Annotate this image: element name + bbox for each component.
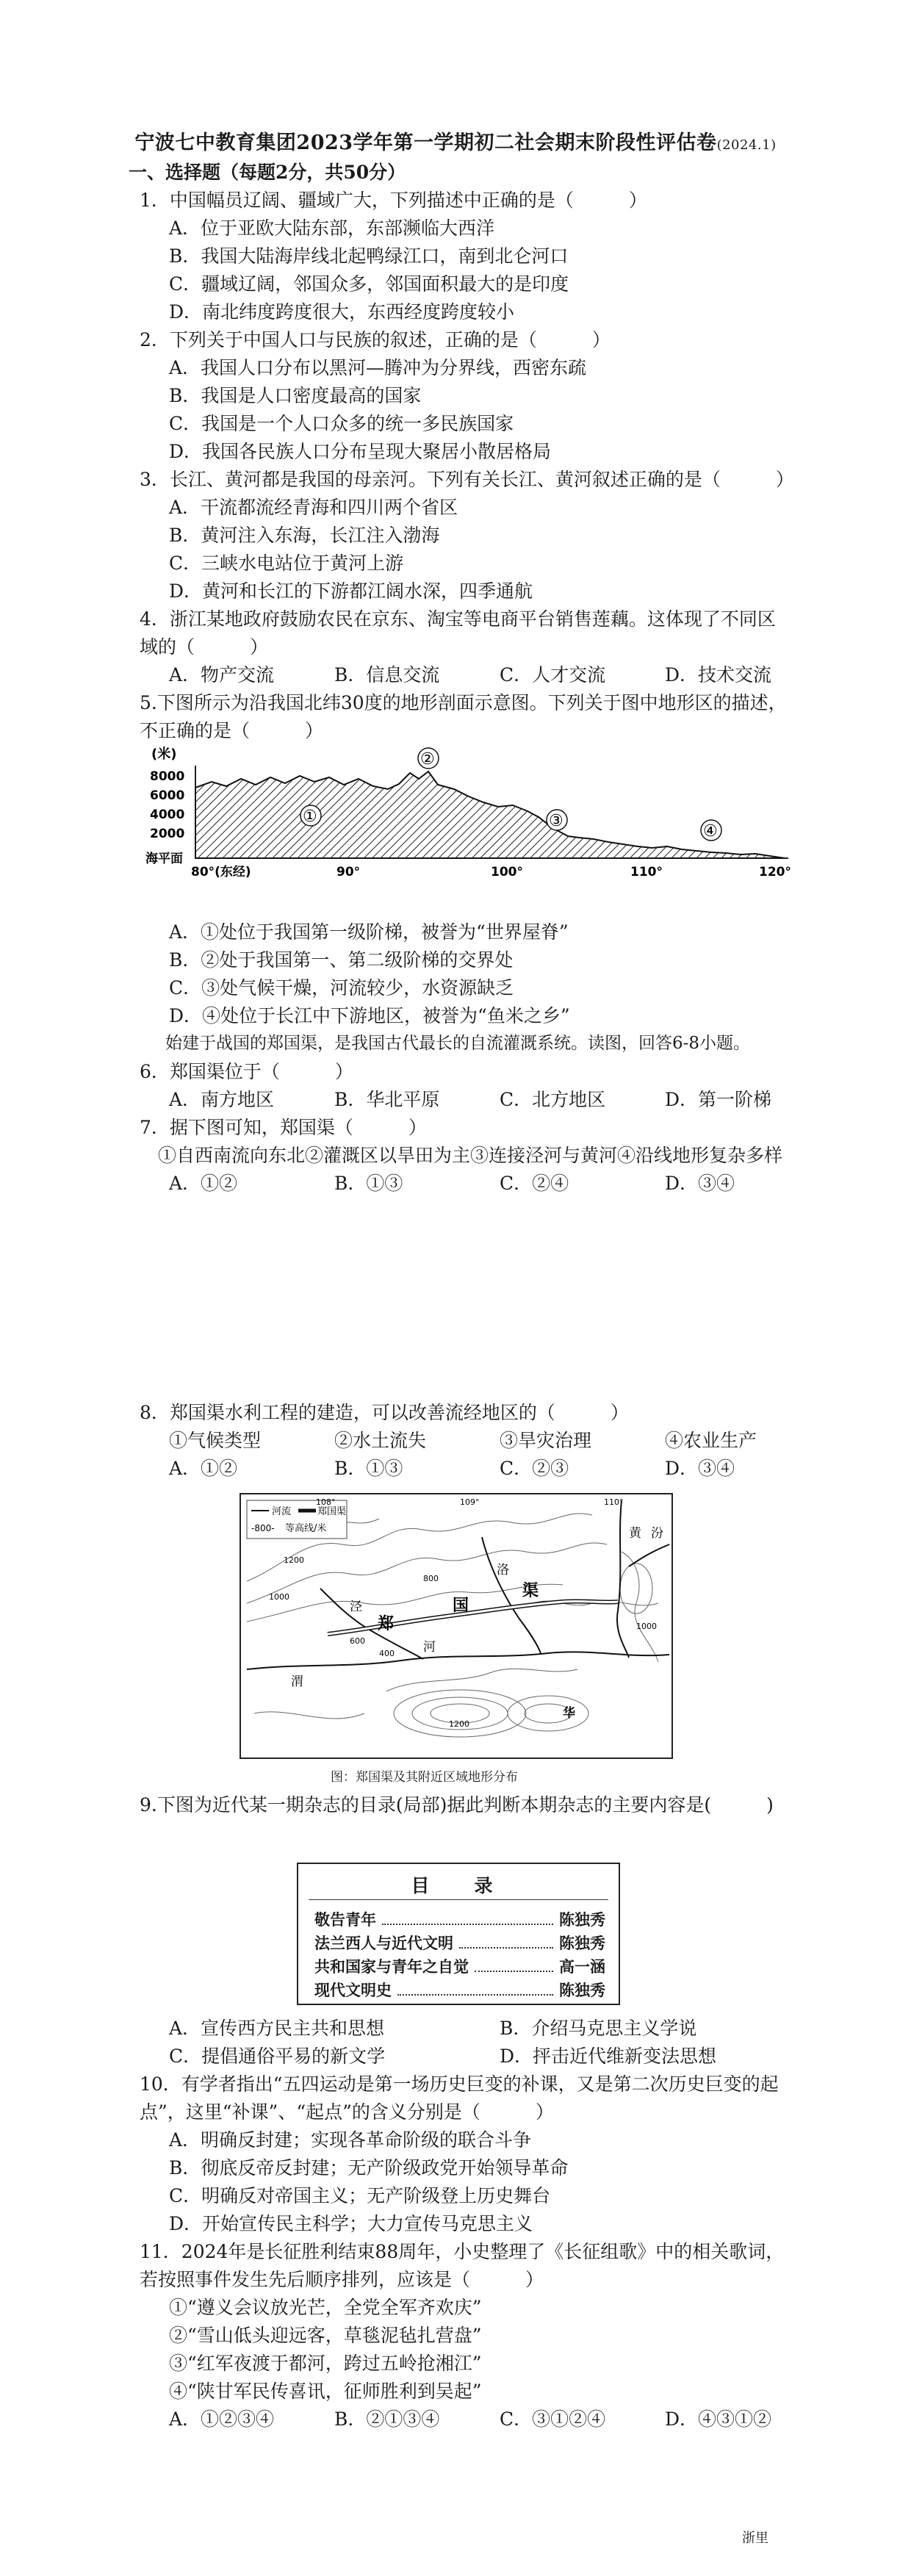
q4-option-d[interactable]: D．技术交流 bbox=[665, 664, 772, 686]
q4-option-a[interactable]: A．物产交流 bbox=[169, 664, 275, 686]
q8-option-c[interactable]: C．②③ bbox=[500, 1458, 569, 1479]
q5-stem-line2: 不正确的是（ ） bbox=[140, 720, 324, 741]
q10-option-d[interactable]: D．开始宣传民主科学；大力宣传马克思主义 bbox=[169, 2213, 533, 2234]
q7-option-a[interactable]: A．①② bbox=[169, 1173, 238, 1194]
profile-x-tick-110: 110° bbox=[630, 865, 663, 879]
q3-stem: 3．长江、黄河都是我国的母亲河。下列有关长江、黄河叙述正确的是（ ） bbox=[140, 469, 794, 490]
q5-option-b[interactable]: B．②处于我国第一、第二级阶梯的交界处 bbox=[169, 949, 514, 971]
page-title bbox=[0, 126, 911, 155]
map-lon-110: 110° bbox=[604, 1497, 624, 1507]
map-contour-600: 600 bbox=[350, 1636, 365, 1646]
profile-x-tick-80: 80°(东经) bbox=[191, 865, 251, 879]
q6-stem: 6．郑国渠位于（ ） bbox=[140, 1061, 353, 1082]
q4-option-b[interactable]: B．信息交流 bbox=[334, 664, 440, 686]
map-contour-1200-south: 1200 bbox=[449, 1719, 469, 1729]
map-label-jing: 泾 bbox=[350, 1600, 362, 1614]
q9-option-c[interactable]: C．提倡通俗平易的新文学 bbox=[169, 2046, 386, 2067]
q8-option-d[interactable]: D．③④ bbox=[665, 1458, 735, 1479]
q11-stem-line1: 11．2024年是长征胜利结束88周年，小史整理了《长征组歌》中的相关歌词， bbox=[140, 2241, 785, 2262]
q1-option-c[interactable]: C．疆域辽阔，邻国众多，邻国面积最大的是印度 bbox=[169, 273, 569, 295]
toc-row-title: 现代文明史 bbox=[314, 1982, 392, 1999]
q8-option-a[interactable]: A．①② bbox=[169, 1458, 238, 1479]
q1-option-d[interactable]: D．南北纬度跨度很大，东西经度跨度较小 bbox=[169, 301, 515, 323]
q7-stem: 7．据下图可知，郑国渠（ ） bbox=[140, 1117, 427, 1138]
q3-option-d[interactable]: D．黄河和长江的下游都江阔水深，四季通航 bbox=[169, 580, 533, 602]
q9-option-b[interactable]: B．介绍马克思主义学说 bbox=[500, 2018, 697, 2039]
map-label-hua: 华 bbox=[563, 1706, 575, 1721]
q2-option-c[interactable]: C．我国是一个人口众多的统一多民族国家 bbox=[169, 413, 514, 434]
toc-row bbox=[314, 1908, 605, 1930]
map-contour-800: 800 bbox=[423, 1574, 439, 1583]
q7-option-d[interactable]: D．③④ bbox=[665, 1173, 735, 1194]
q7-items: ①自西南流向东北②灌溉区以旱田为主③连接泾河与黄河④沿线地形复杂多样 bbox=[158, 1145, 783, 1166]
page-footer: 浙里 bbox=[742, 2530, 768, 2546]
q8-item-3: ③旱灾治理 bbox=[500, 1430, 592, 1451]
legend-contour-value: -800- bbox=[251, 1523, 275, 1533]
map-lon-108: 108° bbox=[316, 1497, 336, 1507]
q11-item-3: ③“红军夜渡于都河，跨过五岭抢湘江” bbox=[169, 2353, 482, 2374]
q6-option-c[interactable]: C．北方地区 bbox=[500, 1089, 606, 1110]
title-date: (2024.1) bbox=[716, 137, 777, 153]
toc-row bbox=[314, 1932, 605, 1954]
q2-option-d[interactable]: D．我国各民族人口分布呈现大聚居小散居格局 bbox=[169, 441, 552, 462]
toc-title: 目 录 bbox=[411, 1875, 506, 1896]
profile-unit: (米) bbox=[151, 746, 177, 762]
profile-marker-3: ③ bbox=[549, 812, 563, 830]
q2-option-b[interactable]: B．我国是人口密度最高的国家 bbox=[169, 385, 422, 406]
q10-option-c[interactable]: C．明确反对帝国主义；无产阶级登上历史舞台 bbox=[169, 2185, 551, 2206]
q8-item-1: ①气候类型 bbox=[169, 1430, 262, 1451]
q10-stem-line1: 10．有学者指出“五四运动是第一场历史巨变的补课，又是第二次历史巨变的起 bbox=[140, 2073, 779, 2095]
map-label-zheng: 郑 bbox=[378, 1615, 395, 1633]
toc-leader bbox=[382, 1908, 553, 1925]
q8-item-4: ④农业生产 bbox=[665, 1430, 757, 1451]
q2-option-a[interactable]: A．我国人口分布以黑河—腾冲为分界线，西密东疏 bbox=[169, 357, 587, 378]
profile-marker-2: ② bbox=[420, 750, 435, 769]
map-contour-1000: 1000 bbox=[269, 1592, 289, 1602]
q4-stem-line1: 4．浙江某地政府鼓励农民在京东、淘宝等电商平台销售莲藕。这体现了不同区 bbox=[140, 608, 776, 630]
zhengguo-canal-map bbox=[240, 1493, 673, 1759]
q10-option-a[interactable]: A．明确反封建；实现各革命阶级的联合斗争 bbox=[169, 2129, 532, 2151]
q11-item-4: ④“陕甘军民传喜讯，征师胜利到吴起” bbox=[169, 2381, 482, 2402]
map-lon-109: 109° bbox=[460, 1497, 480, 1507]
q5-stem-line1: 5.下图所示为沿我国北纬30度的地形剖面示意图。下列关于图中地形区的描述， bbox=[140, 692, 787, 713]
q11-option-b[interactable]: B．②①③④ bbox=[334, 2408, 440, 2430]
q7-option-b[interactable]: B．①③ bbox=[334, 1173, 403, 1194]
q6-option-a[interactable]: A．南方地区 bbox=[169, 1089, 275, 1110]
toc-row-title: 共和国家与青年之自觉 bbox=[314, 1958, 469, 1976]
toc-row bbox=[314, 1979, 605, 2001]
q3-option-a[interactable]: A．干流都流经青海和四川两个省区 bbox=[169, 497, 458, 518]
toc-rule bbox=[309, 1899, 608, 1900]
q5-option-a[interactable]: A．①处位于我国第一级阶梯，被誉为“世界屋脊” bbox=[169, 921, 569, 943]
profile-y-tick-4000: 4000 bbox=[150, 807, 185, 822]
q8-item-2: ②水土流失 bbox=[334, 1430, 427, 1451]
legend-river-label: 河流 bbox=[272, 1506, 292, 1517]
terrain-profile-figure bbox=[145, 744, 792, 907]
profile-x-tick-120: 120° bbox=[759, 865, 791, 879]
map-label-wei: 渭 bbox=[291, 1674, 303, 1689]
map-label-fen: 汾 bbox=[651, 1526, 663, 1541]
q6-option-d[interactable]: D．第一阶梯 bbox=[665, 1089, 772, 1110]
profile-marker-1: ① bbox=[303, 807, 317, 826]
toc-row bbox=[314, 1955, 605, 1977]
q8-stem: 8．郑国渠水利工程的建造，可以改善流经地区的（ ） bbox=[140, 1402, 629, 1423]
toc-row-author: 陈独秀 bbox=[559, 1935, 605, 1952]
map-label-huang: 黄 bbox=[629, 1526, 641, 1541]
profile-x-tick-100: 100° bbox=[491, 865, 523, 879]
q11-option-a[interactable]: A．①②③④ bbox=[169, 2408, 275, 2430]
q11-stem-line2: 若按照事件发生先后顺序排列，应该是（ ） bbox=[140, 2269, 544, 2290]
map-contour-1000-east: 1000 bbox=[636, 1622, 657, 1631]
title-main: 宁波七中教育集团2023学年第一学期初二社会期末阶段性评估卷 bbox=[134, 132, 717, 154]
q9-stem: 9.下图为近代某一期杂志的目录(局部)据此判断本期杂志的主要内容是( ) bbox=[140, 1794, 774, 1816]
q3-option-c[interactable]: C．三峡水电站位于黄河上游 bbox=[169, 553, 404, 574]
q6-option-b[interactable]: B．华北平原 bbox=[334, 1089, 440, 1110]
q7-option-c[interactable]: C．②④ bbox=[500, 1173, 569, 1194]
intro-q6-8: 始建于战国的郑国渠，是我国古代最长的自流灌溉系统。读图，回答6-8小题。 bbox=[165, 1034, 751, 1053]
q11-option-d[interactable]: D．④③①② bbox=[665, 2408, 772, 2430]
toc-leader bbox=[397, 1979, 553, 1996]
q11-item-1: ①“遵义会议放光芒，全党全军齐欢庆” bbox=[169, 2297, 482, 2318]
q4-stem-line2: 域的（ ） bbox=[140, 636, 269, 658]
q1-stem: 1．中国幅员辽阔、疆域广大，下列描述中正确的是（ ） bbox=[140, 190, 647, 211]
q4-option-c[interactable]: C．人才交流 bbox=[500, 664, 606, 686]
toc-leader bbox=[475, 1955, 553, 1972]
profile-x-tick-90: 90° bbox=[336, 865, 361, 879]
legend-contour-label: 等高线/米 bbox=[285, 1523, 327, 1534]
profile-marker-4: ④ bbox=[703, 822, 718, 841]
q9-option-d[interactable]: D．抨击近代维新变法思想 bbox=[500, 2046, 717, 2067]
q11-option-c[interactable]: C．③①②④ bbox=[500, 2408, 606, 2430]
map-contour-400: 400 bbox=[379, 1649, 395, 1658]
map-label-guo: 国 bbox=[453, 1597, 469, 1615]
toc-row-author: 陈独秀 bbox=[559, 1911, 605, 1929]
q2-stem: 2．下列关于中国人口与民族的叙述，正确的是（ ） bbox=[140, 329, 611, 350]
q1-option-a[interactable]: A．位于亚欧大陆东部，东部濒临大西洋 bbox=[169, 217, 495, 239]
q5-option-c[interactable]: C．③处气候干燥，河流较少，水资源缺乏 bbox=[169, 977, 514, 999]
profile-sea-level-label: 海平面 bbox=[145, 852, 183, 866]
q10-option-b[interactable]: B．彻底反帝反封建；无产阶级政党开始领导革命 bbox=[169, 2157, 569, 2179]
q9-option-a[interactable]: A．宣传西方民主共和思想 bbox=[169, 2018, 385, 2039]
q11-item-2: ②“雪山低头迎远客，草毯泥毡扎营盘” bbox=[169, 2325, 482, 2346]
profile-y-tick-2000: 2000 bbox=[150, 827, 185, 841]
map-label-luo: 洛 bbox=[497, 1563, 509, 1577]
q1-option-b[interactable]: B．我国大陆海岸线北起鸭绿江口，南到北仑河口 bbox=[169, 245, 569, 267]
legend-canal-label: 郑国渠 bbox=[317, 1506, 347, 1517]
map-label-qu: 渠 bbox=[522, 1582, 539, 1600]
q10-stem-line2: 点”，这里“补课”、“起点”的含义分别是（ ） bbox=[140, 2101, 554, 2123]
q5-option-d[interactable]: D．④处位于长江中下游地区，被誉为“鱼米之乡” bbox=[169, 1005, 570, 1026]
toc-leader bbox=[459, 1932, 553, 1949]
q3-option-b[interactable]: B．黄河注入东海，长江注入渤海 bbox=[169, 525, 440, 546]
profile-y-tick-8000: 8000 bbox=[150, 769, 185, 784]
map-caption: 图：郑国渠及其附近区域地形分布 bbox=[331, 1770, 518, 1785]
profile-y-tick-6000: 6000 bbox=[150, 788, 185, 803]
toc-row-author: 高一涵 bbox=[559, 1958, 605, 1976]
toc-row-title: 敬告青年 bbox=[314, 1911, 376, 1929]
toc-row-author: 陈独秀 bbox=[559, 1982, 605, 1999]
map-contour-1200: 1200 bbox=[284, 1555, 304, 1565]
section-heading: 一、选择题（每题2分，共50分） bbox=[129, 162, 406, 183]
terrain-profile-area bbox=[195, 771, 785, 858]
q8-option-b[interactable]: B．①③ bbox=[334, 1458, 403, 1479]
map-label-he: 河 bbox=[423, 1640, 436, 1655]
magazine-toc bbox=[297, 1863, 620, 2005]
toc-row-title: 法兰西人与近代文明 bbox=[314, 1935, 453, 1952]
